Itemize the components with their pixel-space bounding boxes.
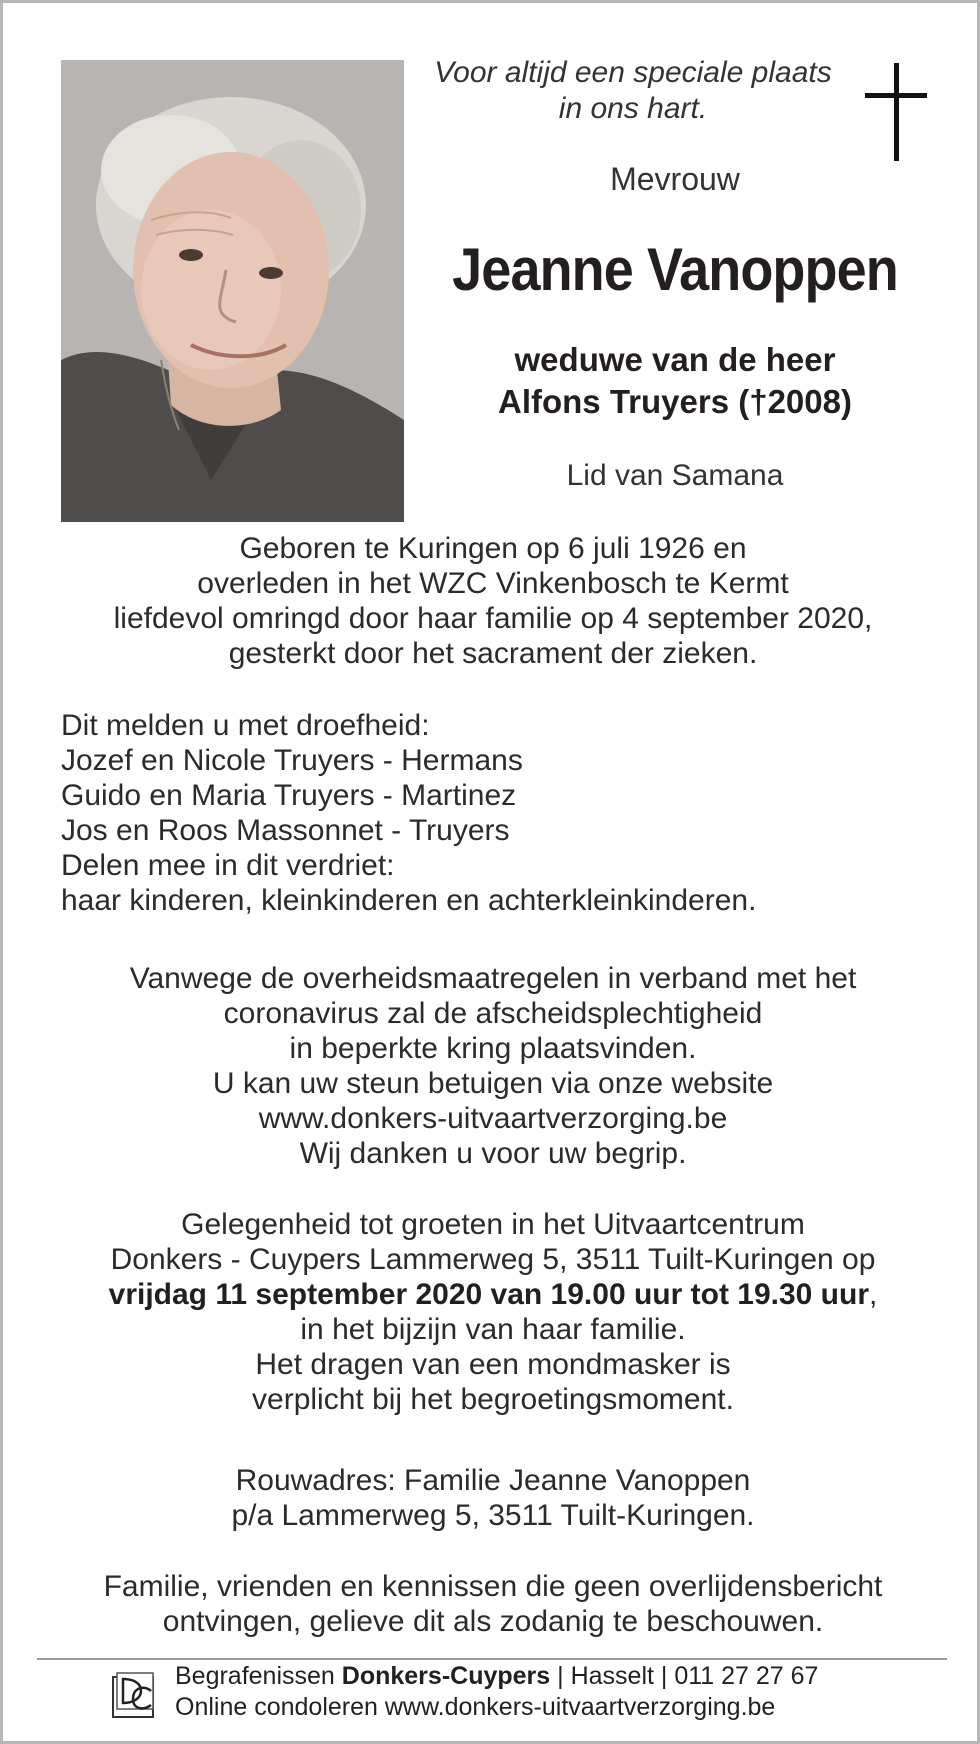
mourner-line: Jos en Roos Massonnet - Truyers [61,814,510,847]
closing-line: Familie, vrienden en kennissen die geen overlijdensbericht [103,1570,883,1603]
covid-line: coronavirus zal de afscheidsplechtigheid [223,997,763,1030]
quote-line-1: Voor altijd een speciale plaats [434,56,832,89]
online-condolence-line[interactable]: Online condoleren www.donkers-uitvaartverzorging.be [175,1693,776,1721]
covid-website-line: www.donkers-uitvaartverzorging.be [258,1102,728,1135]
cross-vertical-bar [894,63,899,161]
visit-datetime-line [43,1277,943,1312]
footer-city: Hasselt [570,1662,654,1690]
quote-text [411,55,855,127]
closing-line: ontvingen, gelieve dit als zodanig te beschouwen. [162,1605,824,1638]
widow-line-2: Alfons Truyers (†2008) [498,383,852,420]
footer-prefix: Begrafenissen [175,1662,342,1690]
born-line: Geboren te Kuringen op 6 juli 1926 en [239,532,747,565]
funeral-home-name: Donkers-Cuypers [341,1662,551,1690]
widow-line-1: weduwe van de heer [514,341,836,378]
cross-horizontal-bar [865,93,927,98]
footer-line-1 [175,1661,818,1692]
quote-line-2: in ons hart. [558,92,708,125]
funeral-home-footer [175,1661,818,1723]
born-line: liefdevol omringd door haar familie op 4 september 2020, [113,602,873,635]
mourner-line: Delen mee in dit verdriet: [61,849,395,882]
dc-monogram-logo [111,1671,157,1721]
membership: Lid van Samana [566,459,784,492]
visit-comma: , [869,1278,878,1311]
salutation: Mevrouw [610,161,740,197]
born-line: gesterkt door het sacrament der zieken. [228,637,758,670]
latin-cross-icon [865,63,927,161]
footer-phone[interactable]: 011 27 27 67 [674,1662,819,1690]
portrait-photo [61,60,404,522]
covid-line: in beperkte kring plaatsvinden. [289,1032,697,1065]
footer-separator: | [550,1662,571,1690]
visit-line: in het bijzijn van haar familie. [300,1313,686,1346]
widow-of [411,339,939,423]
mourners-list [61,708,756,918]
visitation-notice [43,1207,943,1417]
visit-line: Het dragen van een mondmasker is [255,1348,731,1381]
covid-line: Vanwege de overheidsmaatregelen in verband met het [129,962,857,995]
footer-separator: | [653,1662,675,1690]
closing-note [43,1569,943,1639]
covid-notice [43,961,943,1171]
birth-death-paragraph [43,531,943,671]
visit-datetime: vrijdag 11 september 2020 van 19.00 uur tot 19.30 uur [108,1278,869,1311]
mourner-line: Guido en Maria Truyers - Martinez [61,779,517,812]
covid-line: Wij danken u voor uw begrip. [299,1137,687,1170]
deceased-name: Jeanne Vanoppen [452,236,898,303]
visit-line: verplicht bij het begroetingsmoment. [252,1383,734,1416]
visit-line: Gelegenheid tot groeten in het Uitvaartcentrum [181,1208,805,1241]
mourning-address [43,1463,943,1533]
mourner-line: Jozef en Nicole Truyers - Hermans [61,744,523,777]
footer-divider [37,1658,947,1660]
address-line: p/a Lammerweg 5, 3511 Tuilt-Kuringen. [231,1499,755,1532]
visit-line: Donkers - Cuypers Lammerweg 5, 3511 Tuilt-Kuringen op [110,1243,876,1276]
born-line: overleden in het WZC Vinkenbosch te Kermt [197,567,789,600]
covid-line: U kan uw steun betuigen via onze website [212,1067,774,1100]
mourner-line: haar kinderen, kleinkinderen en achterkleinkinderen. [61,884,757,917]
address-line: Rouwadres: Familie Jeanne Vanoppen [235,1464,751,1497]
mourner-line: Dit melden u met droefheid: [61,709,430,742]
